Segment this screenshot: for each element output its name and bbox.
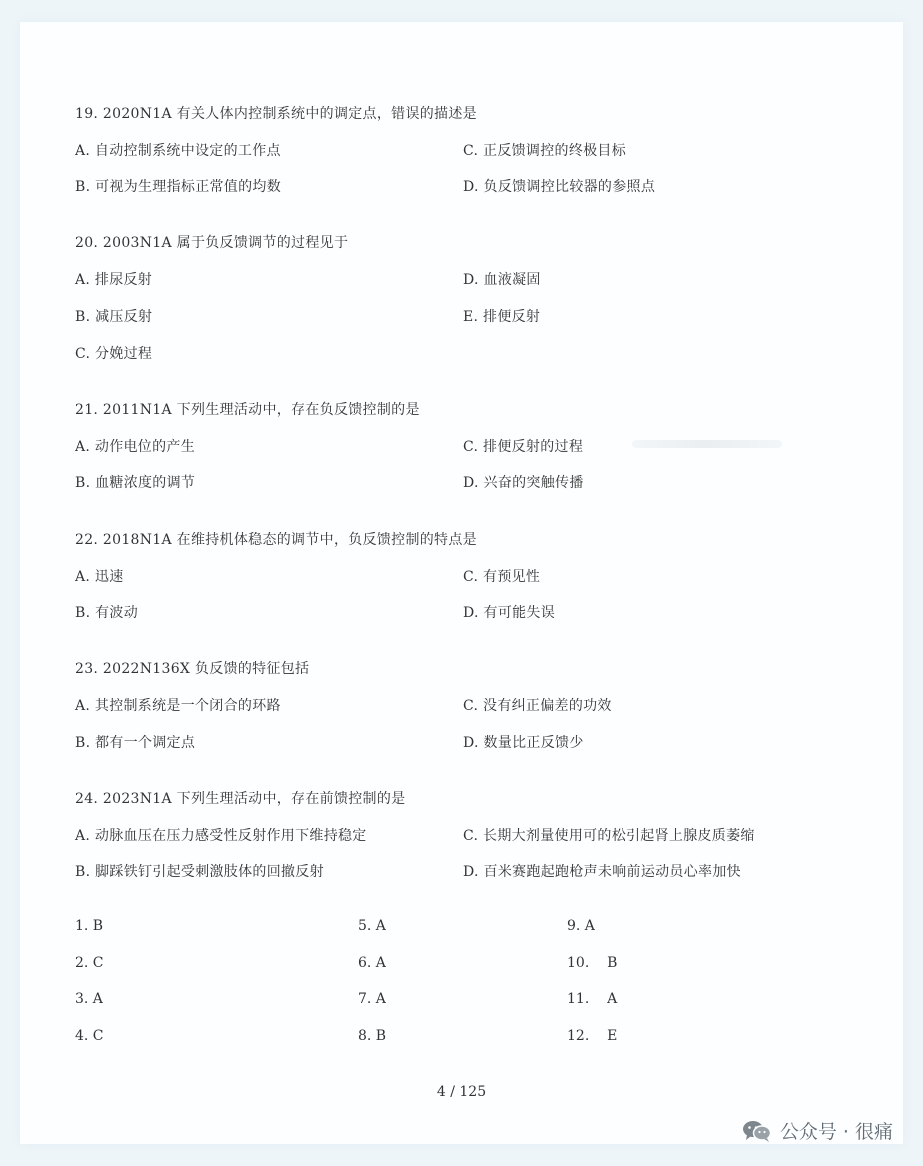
option: D. 兴奋的突触传播 <box>463 475 584 491</box>
wechat-icon <box>742 1119 772 1143</box>
option: D. 有可能失误 <box>463 605 556 621</box>
question-title: 22. 2018N1A 在维持机体稳态的调节中，负反馈控制的特点是 <box>75 532 477 548</box>
page-number: 4 / 125 <box>436 1084 487 1100</box>
option: C. 正反馈调控的终极目标 <box>463 143 627 159</box>
watermark-text: 公众号 · 很痛 <box>779 1121 893 1143</box>
option: B. 有波动 <box>75 605 138 621</box>
answer-item: 7. A <box>358 991 386 1007</box>
option: C. 有预见性 <box>463 569 541 585</box>
option: B. 可视为生理指标正常值的均数 <box>75 179 281 195</box>
option: B. 脚踩铁钉引起受刺激肢体的回撤反射 <box>75 864 324 880</box>
answer-item: 12. E <box>567 1028 618 1044</box>
option: C. 没有纠正偏差的功效 <box>463 698 612 714</box>
answer-item: 9. A <box>567 918 595 934</box>
option: D. 血液凝固 <box>463 272 541 288</box>
option: A. 排尿反射 <box>75 272 153 288</box>
blurred-mark <box>632 440 782 448</box>
option: C. 排便反射的过程 <box>463 439 584 455</box>
answer-item: 6. A <box>358 955 386 971</box>
option: B. 血糖浓度的调节 <box>75 475 196 491</box>
question-title: 20. 2003N1A 属于负反馈调节的过程见于 <box>75 235 349 251</box>
question-title: 19. 2020N1A 有关人体内控制系统中的调定点，错误的描述是 <box>75 106 477 122</box>
answer-item: 4. C <box>75 1028 104 1044</box>
answer-item: 11. A <box>567 991 618 1007</box>
question-title: 23. 2022N136X 负反馈的特征包括 <box>75 661 310 677</box>
question-title: 21. 2011N1A 下列生理活动中，存在负反馈控制的是 <box>75 402 420 418</box>
option: E. 排便反射 <box>463 309 541 325</box>
option: A. 动作电位的产生 <box>75 439 196 455</box>
option: A. 其控制系统是一个闭合的环路 <box>75 698 281 714</box>
answer-item: 10. B <box>567 955 618 971</box>
answer-item: 1. B <box>75 918 104 934</box>
watermark <box>742 1117 893 1144</box>
option: D. 百米赛跑起跑枪声未响前运动员心率加快 <box>463 864 741 880</box>
option: B. 减压反射 <box>75 309 153 325</box>
option: B. 都有一个调定点 <box>75 735 196 751</box>
option: C. 长期大剂量使用可的松引起肾上腺皮质萎缩 <box>463 828 755 844</box>
option: D. 负反馈调控比较器的参照点 <box>463 179 656 195</box>
document-page <box>20 22 903 1144</box>
answer-item: 3. A <box>75 991 103 1007</box>
question-title: 24. 2023N1A 下列生理活动中，存在前馈控制的是 <box>75 791 406 807</box>
option: A. 动脉血压在压力感受性反射作用下维持稳定 <box>75 828 367 844</box>
answer-item: 8. B <box>358 1028 387 1044</box>
option: A. 自动控制系统中设定的工作点 <box>75 143 281 159</box>
answer-item: 5. A <box>358 918 386 934</box>
option: A. 迅速 <box>75 569 124 585</box>
option: D. 数量比正反馈少 <box>463 735 584 751</box>
option: C. 分娩过程 <box>75 346 153 362</box>
answer-item: 2. C <box>75 955 104 971</box>
